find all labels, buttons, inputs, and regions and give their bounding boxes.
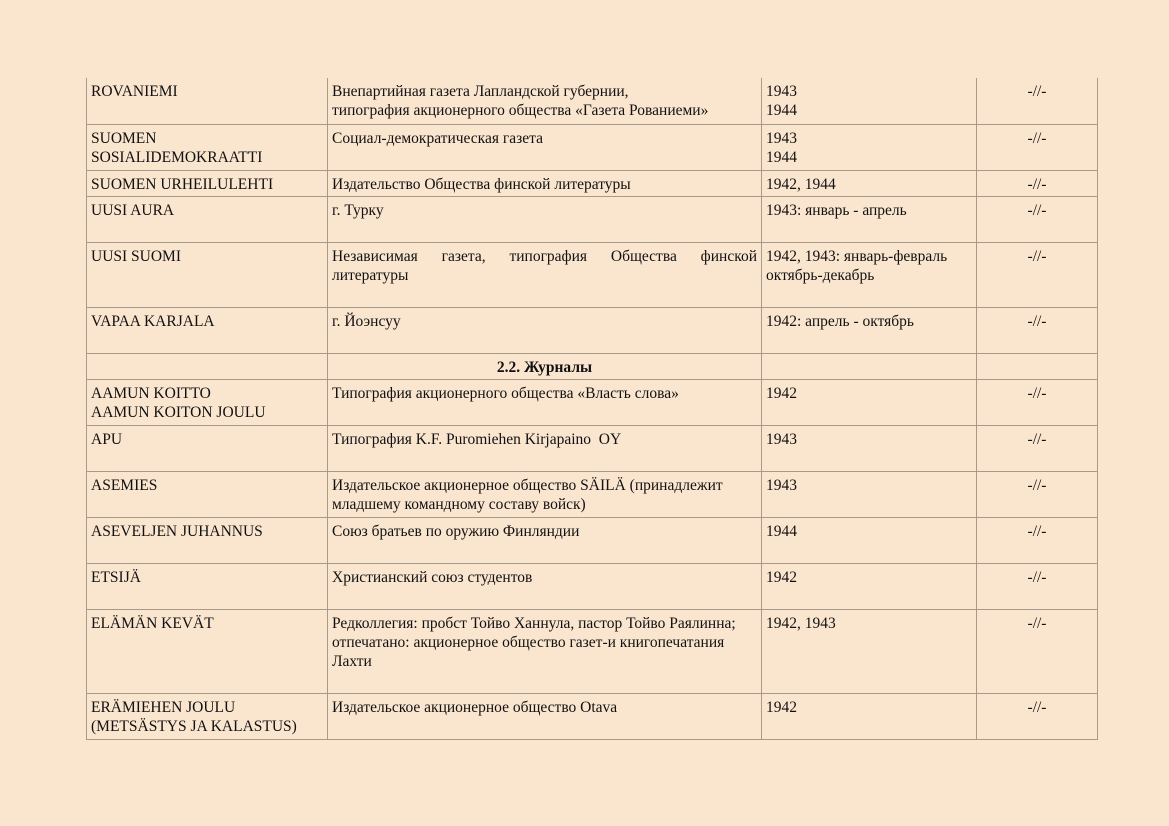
ditto-mark-cell: -//-: [977, 307, 1098, 353]
description-cell: Издательское акционерное общество SÄILÄ (принадлежит младшему командному составу войск): [328, 471, 762, 517]
description-cell: Редколлегия: пробст Тойво Ханнула, пастор Тойво Раялинна; отпечатано: акционерное общество газет-и книгопечатания Лахти: [328, 609, 762, 693]
empty-cell: [977, 353, 1098, 379]
years-cell: 1944: [762, 517, 977, 563]
ditto-mark-cell: -//-: [977, 693, 1098, 739]
years-cell: 1942: апрель - октябрь: [762, 307, 977, 353]
title-cell: ROVANIEMI: [87, 78, 328, 124]
title-cell: SUOMEN URHEILULEHTI: [87, 170, 328, 196]
periodicals-table: [86, 78, 1098, 740]
years-cell: 1942, 1943: январь-февраль октябрь-декабрь: [762, 242, 977, 307]
years-cell: 1943 1944: [762, 78, 977, 124]
description-cell: Внепартийная газета Лапландской губернии, типография акционерного общества «Газета Рованиеми»: [328, 78, 762, 124]
description-cell: Христианский союз студентов: [328, 563, 762, 609]
description-cell: г. Турку: [328, 196, 762, 242]
description-cell: Типография K.F. Puromiehen Kirjapaino OY: [328, 425, 762, 471]
ditto-mark-cell: -//-: [977, 425, 1098, 471]
title-cell: UUSI AURA: [87, 196, 328, 242]
table-row: [87, 78, 1098, 124]
description-cell: Социал-демократическая газета: [328, 124, 762, 170]
years-cell: 1943: [762, 471, 977, 517]
empty-cell: [762, 353, 977, 379]
section-row: [87, 353, 1098, 379]
section-title: 2.2. Журналы: [328, 353, 762, 379]
years-cell: 1942, 1943: [762, 609, 977, 693]
description-cell: Издательское акционерное общество Otava: [328, 693, 762, 739]
title-cell: ETSIJÄ: [87, 563, 328, 609]
title-cell: ERÄMIEHEN JOULU (METSÄSTYS JA KALASTUS): [87, 693, 328, 739]
title-cell: ASEMIES: [87, 471, 328, 517]
table-row: [87, 307, 1098, 353]
table-row: [87, 379, 1098, 425]
years-cell: 1942: [762, 563, 977, 609]
ditto-mark-cell: -//-: [977, 78, 1098, 124]
table-row: [87, 563, 1098, 609]
ditto-mark-cell: -//-: [977, 471, 1098, 517]
table-row: [87, 471, 1098, 517]
ditto-mark-cell: -//-: [977, 124, 1098, 170]
ditto-mark-cell: -//-: [977, 563, 1098, 609]
title-cell: APU: [87, 425, 328, 471]
table-row: [87, 517, 1098, 563]
title-cell: AAMUN KOITTO AAMUN KOITON JOULU: [87, 379, 328, 425]
ditto-mark-cell: -//-: [977, 196, 1098, 242]
title-cell: VAPAA KARJALA: [87, 307, 328, 353]
ditto-mark-cell: -//-: [977, 170, 1098, 196]
description-cell: Типография акционерного общества «Власть слова»: [328, 379, 762, 425]
title-cell: UUSI SUOMI: [87, 242, 328, 307]
description-cell: Независимая газета, типография Общества финской литературы: [328, 242, 762, 307]
years-cell: 1943: январь - апрель: [762, 196, 977, 242]
table-row: [87, 693, 1098, 739]
years-cell: 1942: [762, 693, 977, 739]
table-row: [87, 124, 1098, 170]
table-row: [87, 242, 1098, 307]
title-cell: ASEVELJEN JUHANNUS: [87, 517, 328, 563]
ditto-mark-cell: -//-: [977, 379, 1098, 425]
empty-cell: [87, 353, 328, 379]
description-cell: г. Йоэнсуу: [328, 307, 762, 353]
title-cell: SUOMEN SOSIALIDEMOKRAATTI: [87, 124, 328, 170]
description-cell: Издательство Общества финской литературы: [328, 170, 762, 196]
years-cell: 1943: [762, 425, 977, 471]
table-row: [87, 425, 1098, 471]
description-cell: Союз братьев по оружию Финляндии: [328, 517, 762, 563]
ditto-mark-cell: -//-: [977, 517, 1098, 563]
years-cell: 1943 1944: [762, 124, 977, 170]
years-cell: 1942, 1944: [762, 170, 977, 196]
years-cell: 1942: [762, 379, 977, 425]
table-row: [87, 609, 1098, 693]
table-row: [87, 170, 1098, 196]
title-cell: ELÄMÄN KEVÄT: [87, 609, 328, 693]
ditto-mark-cell: -//-: [977, 609, 1098, 693]
table-row: [87, 196, 1098, 242]
ditto-mark-cell: -//-: [977, 242, 1098, 307]
